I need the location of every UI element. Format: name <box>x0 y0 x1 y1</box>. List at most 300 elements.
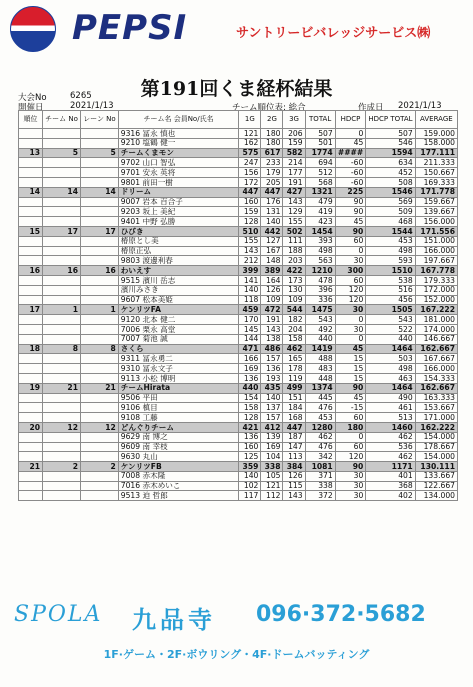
cell-team-no: 2 <box>43 462 81 472</box>
cell-g1: 162 <box>239 138 261 148</box>
cell-g1: 212 <box>239 256 261 266</box>
venue-floors: 1F·ゲーム・2F·ボウリング・4F·ドームバッティング <box>103 648 370 661</box>
cell-team-no: 17 <box>43 226 81 236</box>
cell-g1: 447 <box>239 187 261 197</box>
cell-g2: 169 <box>261 442 283 452</box>
cell-g3: 113 <box>283 452 305 462</box>
event-date: 2021/1/13 <box>70 101 114 111</box>
cell-name: 椿原正弘 <box>118 246 239 256</box>
cell-team-no <box>43 471 81 481</box>
cell-g1: 166 <box>239 354 261 364</box>
cell-avg: 139.667 <box>415 207 457 217</box>
results-table <box>18 110 458 501</box>
player-row <box>19 158 458 168</box>
cell-avg: 169.333 <box>415 177 457 187</box>
cell-team-no <box>43 207 81 217</box>
cell-g3: 143 <box>283 491 305 501</box>
cell-avg: 179.333 <box>415 275 457 285</box>
cell-avg: 171.556 <box>415 226 457 236</box>
cell-g3: 143 <box>283 197 305 207</box>
cell-total: 393 <box>305 236 335 246</box>
cell-hdcp: 45 <box>335 217 366 227</box>
cell-g3: 111 <box>283 236 305 246</box>
cell-htotal: 513 <box>366 413 415 423</box>
player-row <box>19 413 458 423</box>
cell-g1: 136 <box>239 432 261 442</box>
cell-avg: 146.667 <box>415 334 457 344</box>
cell-hdcp: 45 <box>335 138 366 148</box>
cell-hdcp: 60 <box>335 275 366 285</box>
cell-g1: 136 <box>239 373 261 383</box>
cell-hdcp: 0 <box>335 246 366 256</box>
cell-g2: 442 <box>261 226 283 236</box>
cell-team-no: 8 <box>43 344 81 354</box>
cell-name: 7008 赤木隆 <box>118 471 239 481</box>
cell-g3: 544 <box>283 305 305 315</box>
company-name: サントリービバレッジサービス㈱ <box>236 26 431 41</box>
cell-g2: 617 <box>261 148 283 158</box>
cell-name: 7006 栗永 高堂 <box>118 324 239 334</box>
cell-g3: 159 <box>283 138 305 148</box>
cell-htotal: 507 <box>366 129 415 139</box>
tournament-no-label: 大会No <box>18 93 47 103</box>
cell-g1: 399 <box>239 266 261 276</box>
cell-htotal: 546 <box>366 138 415 148</box>
cell-team-no: 14 <box>43 187 81 197</box>
cell-rank <box>19 129 43 139</box>
col-header: HDCP <box>335 111 366 129</box>
cell-hdcp: 0 <box>335 315 366 325</box>
player-row <box>19 246 458 256</box>
cell-hdcp: -60 <box>335 158 366 168</box>
cell-rank <box>19 354 43 364</box>
cell-lane <box>81 197 119 207</box>
cell-team-no <box>43 295 81 305</box>
cell-htotal: 536 <box>366 442 415 452</box>
cell-avg: 162.667 <box>415 344 457 354</box>
cell-g2: 164 <box>261 275 283 285</box>
cell-htotal: 1171 <box>366 462 415 472</box>
cell-htotal: 508 <box>366 177 415 187</box>
cell-name: 椿原とし美 <box>118 236 239 246</box>
cell-g1: 156 <box>239 168 261 178</box>
cell-total: 1081 <box>305 462 335 472</box>
cell-team-no: 16 <box>43 266 81 276</box>
cell-hdcp: 300 <box>335 266 366 276</box>
cell-avg: 171.000 <box>415 413 457 423</box>
cell-avg: 197.667 <box>415 256 457 266</box>
cell-g1: 169 <box>239 364 261 374</box>
cell-g1: 421 <box>239 422 261 432</box>
cell-g2: 136 <box>261 364 283 374</box>
cell-avg: 158.000 <box>415 138 457 148</box>
cell-g3: 187 <box>283 432 305 442</box>
player-row <box>19 197 458 207</box>
cell-team-no <box>43 217 81 227</box>
venue-name: 九品寺 <box>132 606 216 634</box>
cell-avg: 178.667 <box>415 442 457 452</box>
pepsi-globe-logo <box>10 6 56 52</box>
cell-rank: 18 <box>19 344 43 354</box>
cell-total: 694 <box>305 158 335 168</box>
cell-lane: 16 <box>81 266 119 276</box>
cell-g1: 170 <box>239 315 261 325</box>
cell-g3: 115 <box>283 481 305 491</box>
cell-total: 423 <box>305 217 335 227</box>
cell-team-no <box>43 236 81 246</box>
cell-total: 336 <box>305 295 335 305</box>
cell-name: 9311 冨永勇二 <box>118 354 239 364</box>
cell-g1: 140 <box>239 471 261 481</box>
cell-team-no <box>43 246 81 256</box>
cell-g1: 510 <box>239 226 261 236</box>
cell-htotal: 634 <box>366 158 415 168</box>
cell-g1: 172 <box>239 177 261 187</box>
cell-rank <box>19 256 43 266</box>
cell-g2: 143 <box>261 324 283 334</box>
cell-g3: 214 <box>283 158 305 168</box>
cell-g3: 178 <box>283 364 305 374</box>
cell-htotal: 401 <box>366 471 415 481</box>
player-row <box>19 129 458 139</box>
cell-hdcp: 90 <box>335 197 366 207</box>
created-label: 作成日 <box>358 103 384 113</box>
cell-g1: 118 <box>239 295 261 305</box>
cell-avg: 166.000 <box>415 246 457 256</box>
cell-g2: 412 <box>261 422 283 432</box>
cell-lane: 5 <box>81 148 119 158</box>
cell-g1: 359 <box>239 462 261 472</box>
cell-lane <box>81 442 119 452</box>
team-row <box>19 462 458 472</box>
cell-total: 1774 <box>305 148 335 158</box>
cell-name: 9630 丸山 <box>118 452 239 462</box>
cell-team-no <box>43 285 81 295</box>
player-row <box>19 471 458 481</box>
cell-avg: 159.000 <box>415 129 457 139</box>
cell-g3: 422 <box>283 266 305 276</box>
cell-hdcp: 45 <box>335 393 366 403</box>
team-row <box>19 226 458 236</box>
cell-g2: 157 <box>261 413 283 423</box>
cell-g2: 447 <box>261 187 283 197</box>
player-row <box>19 324 458 334</box>
cell-rank <box>19 177 43 187</box>
cell-name: 9120 北本 健二 <box>118 315 239 325</box>
cell-g3: 177 <box>283 168 305 178</box>
cell-avg: 163.333 <box>415 393 457 403</box>
cell-rank <box>19 481 43 491</box>
player-row <box>19 256 458 266</box>
cell-g2: 193 <box>261 373 283 383</box>
cell-total: 1321 <box>305 187 335 197</box>
cell-avg: 162.222 <box>415 422 457 432</box>
player-row <box>19 295 458 305</box>
cell-hdcp: -60 <box>335 168 366 178</box>
cell-g1: 459 <box>239 305 261 315</box>
cell-lane: 17 <box>81 226 119 236</box>
cell-g2: 233 <box>261 158 283 168</box>
cell-lane: 12 <box>81 422 119 432</box>
team-row <box>19 266 458 276</box>
cell-htotal: 368 <box>366 481 415 491</box>
cell-rank <box>19 413 43 423</box>
cell-lane <box>81 334 119 344</box>
cell-g3: 165 <box>283 354 305 364</box>
cell-g2: 112 <box>261 491 283 501</box>
cell-total: 1374 <box>305 383 335 393</box>
cell-lane <box>81 207 119 217</box>
cell-team-no: 1 <box>43 305 81 315</box>
spola-logo: SPOLA <box>14 602 103 627</box>
cell-rank <box>19 373 43 383</box>
cell-htotal: 569 <box>366 197 415 207</box>
cell-htotal: 543 <box>366 315 415 325</box>
cell-g3: 109 <box>283 295 305 305</box>
cell-lane <box>81 324 119 334</box>
cell-total: 563 <box>305 256 335 266</box>
cell-rank: 19 <box>19 383 43 393</box>
cell-team-no <box>43 334 81 344</box>
cell-htotal: 498 <box>366 246 415 256</box>
team-row <box>19 305 458 315</box>
cell-name: ドリーム <box>118 187 239 197</box>
cell-avg: 154.333 <box>415 373 457 383</box>
col-header: HDCP TOTAL <box>366 111 415 129</box>
cell-total: 1210 <box>305 266 335 276</box>
cell-total: 1475 <box>305 305 335 315</box>
cell-lane <box>81 315 119 325</box>
cell-hdcp: 15 <box>335 373 366 383</box>
cell-g1: 141 <box>239 275 261 285</box>
cell-htotal: 1544 <box>366 226 415 236</box>
cell-g1: 159 <box>239 207 261 217</box>
cell-g1: 140 <box>239 285 261 295</box>
cell-htotal: 1505 <box>366 305 415 315</box>
cell-htotal: 538 <box>366 275 415 285</box>
cell-g2: 191 <box>261 315 283 325</box>
cell-lane <box>81 217 119 227</box>
cell-g2: 138 <box>261 334 283 344</box>
cell-team-no <box>43 373 81 383</box>
col-header: レーン No <box>81 111 119 129</box>
cell-total: 479 <box>305 197 335 207</box>
cell-total: 488 <box>305 354 335 364</box>
cell-hdcp: 45 <box>335 344 366 354</box>
cell-team-no: 12 <box>43 422 81 432</box>
cell-g2: 140 <box>261 393 283 403</box>
player-row <box>19 452 458 462</box>
cell-lane <box>81 364 119 374</box>
cell-hdcp: 180 <box>335 422 366 432</box>
cell-avg: 130.111 <box>415 462 457 472</box>
cell-lane <box>81 275 119 285</box>
cell-lane: 8 <box>81 344 119 354</box>
cell-g1: 471 <box>239 344 261 354</box>
cell-g2: 435 <box>261 383 283 393</box>
venue-phone: 096·372·5682 <box>256 602 426 627</box>
cell-rank <box>19 471 43 481</box>
cell-hdcp: 0 <box>335 334 366 344</box>
cell-avg: 154.000 <box>415 432 457 442</box>
cell-rank <box>19 217 43 227</box>
cell-g1: 117 <box>239 491 261 501</box>
cell-name: わいえす <box>118 266 239 276</box>
cell-total: 543 <box>305 315 335 325</box>
col-header: 2G <box>261 111 283 129</box>
cell-hdcp: 30 <box>335 305 366 315</box>
cell-total: 453 <box>305 413 335 423</box>
cell-total: 396 <box>305 285 335 295</box>
player-row <box>19 442 458 452</box>
cell-hdcp: 30 <box>335 481 366 491</box>
cell-g1: 440 <box>239 383 261 393</box>
col-header: チーム No <box>43 111 81 129</box>
cell-htotal: 452 <box>366 168 415 178</box>
cell-g3: 447 <box>283 422 305 432</box>
cell-g3: 129 <box>283 207 305 217</box>
cell-team-no <box>43 197 81 207</box>
cell-total: 507 <box>305 129 335 139</box>
cell-hdcp: 120 <box>335 295 366 305</box>
cell-lane <box>81 256 119 266</box>
cell-g3: 499 <box>283 383 305 393</box>
cell-lane: 21 <box>81 383 119 393</box>
cell-htotal: 462 <box>366 452 415 462</box>
cell-team-no <box>43 256 81 266</box>
cell-rank <box>19 285 43 295</box>
cell-g2: 167 <box>261 246 283 256</box>
cell-name: 9607 松本美姫 <box>118 295 239 305</box>
cell-htotal: 1510 <box>366 266 415 276</box>
cell-lane: 2 <box>81 462 119 472</box>
cell-lane <box>81 393 119 403</box>
col-header: TOTAL <box>305 111 335 129</box>
cell-team-no <box>43 491 81 501</box>
cell-total: 1419 <box>305 344 335 354</box>
cell-rank <box>19 158 43 168</box>
cell-rank <box>19 168 43 178</box>
cell-g1: 155 <box>239 236 261 246</box>
cell-lane <box>81 138 119 148</box>
cell-name: 9629 南 博之 <box>118 432 239 442</box>
cell-hdcp: -60 <box>335 177 366 187</box>
cell-lane <box>81 403 119 413</box>
cell-total: 419 <box>305 207 335 217</box>
cell-g2: 176 <box>261 197 283 207</box>
cell-g2: 472 <box>261 305 283 315</box>
cell-g1: 247 <box>239 158 261 168</box>
cell-total: 1454 <box>305 226 335 236</box>
cell-rank <box>19 334 43 344</box>
cell-hdcp: -15 <box>335 403 366 413</box>
cell-total: 476 <box>305 442 335 452</box>
team-row <box>19 148 458 158</box>
cell-g3: 502 <box>283 226 305 236</box>
cell-g2: 104 <box>261 452 283 462</box>
player-row <box>19 393 458 403</box>
cell-htotal: 453 <box>366 236 415 246</box>
cell-hdcp: 60 <box>335 236 366 246</box>
cell-htotal: 1594 <box>366 148 415 158</box>
venue-footer <box>0 596 473 687</box>
cell-hdcp: 120 <box>335 452 366 462</box>
cell-g3: 188 <box>283 246 305 256</box>
date-label: 開催日 <box>18 103 44 113</box>
cell-total: 342 <box>305 452 335 462</box>
cell-g1: 145 <box>239 324 261 334</box>
cell-g2: 180 <box>261 138 283 148</box>
player-row <box>19 275 458 285</box>
cell-name: 9108 工藤 <box>118 413 239 423</box>
cell-avg: 166.000 <box>415 364 457 374</box>
cell-team-no <box>43 315 81 325</box>
cell-htotal: 456 <box>366 295 415 305</box>
cell-g3: 204 <box>283 324 305 334</box>
cell-rank <box>19 432 43 442</box>
cell-rank <box>19 207 43 217</box>
cell-avg: 134.000 <box>415 491 457 501</box>
cell-g2: 140 <box>261 217 283 227</box>
player-row <box>19 217 458 227</box>
cell-g2: 105 <box>261 471 283 481</box>
cell-name: 9401 中野 弘勝 <box>118 217 239 227</box>
cell-hdcp: 30 <box>335 324 366 334</box>
cell-htotal: 1464 <box>366 344 415 354</box>
cell-name: 9701 安永 英将 <box>118 168 239 178</box>
cell-lane <box>81 246 119 256</box>
team-row <box>19 422 458 432</box>
cell-htotal: 440 <box>366 334 415 344</box>
cell-rank: 13 <box>19 148 43 158</box>
cell-hdcp: 30 <box>335 491 366 501</box>
cell-g3: 184 <box>283 403 305 413</box>
cell-total: 476 <box>305 403 335 413</box>
cell-lane <box>81 295 119 305</box>
cell-rank: 20 <box>19 422 43 432</box>
cell-team-no <box>43 129 81 139</box>
cell-htotal: 593 <box>366 256 415 266</box>
cell-g1: 154 <box>239 393 261 403</box>
cell-htotal: 490 <box>366 393 415 403</box>
player-row <box>19 373 458 383</box>
cell-htotal: 498 <box>366 364 415 374</box>
player-row <box>19 315 458 325</box>
cell-team-no <box>43 324 81 334</box>
team-row <box>19 344 458 354</box>
player-row <box>19 177 458 187</box>
player-row <box>19 334 458 344</box>
cell-g3: 151 <box>283 393 305 403</box>
cell-hdcp: 30 <box>335 471 366 481</box>
cell-total: 568 <box>305 177 335 187</box>
cell-hdcp: 60 <box>335 413 366 423</box>
cell-g1: 125 <box>239 452 261 462</box>
cell-lane <box>81 373 119 383</box>
player-row <box>19 236 458 246</box>
cell-avg: 150.667 <box>415 168 457 178</box>
cell-g2: 179 <box>261 168 283 178</box>
cell-total: 445 <box>305 393 335 403</box>
cell-team-no <box>43 138 81 148</box>
cell-hdcp: 90 <box>335 207 366 217</box>
sort-label: チーム順位表: 総合 <box>232 103 306 113</box>
cell-htotal: 522 <box>366 324 415 334</box>
cell-total: 483 <box>305 364 335 374</box>
cell-g3: 130 <box>283 285 305 295</box>
cell-g3: 173 <box>283 275 305 285</box>
cell-htotal: 516 <box>366 285 415 295</box>
